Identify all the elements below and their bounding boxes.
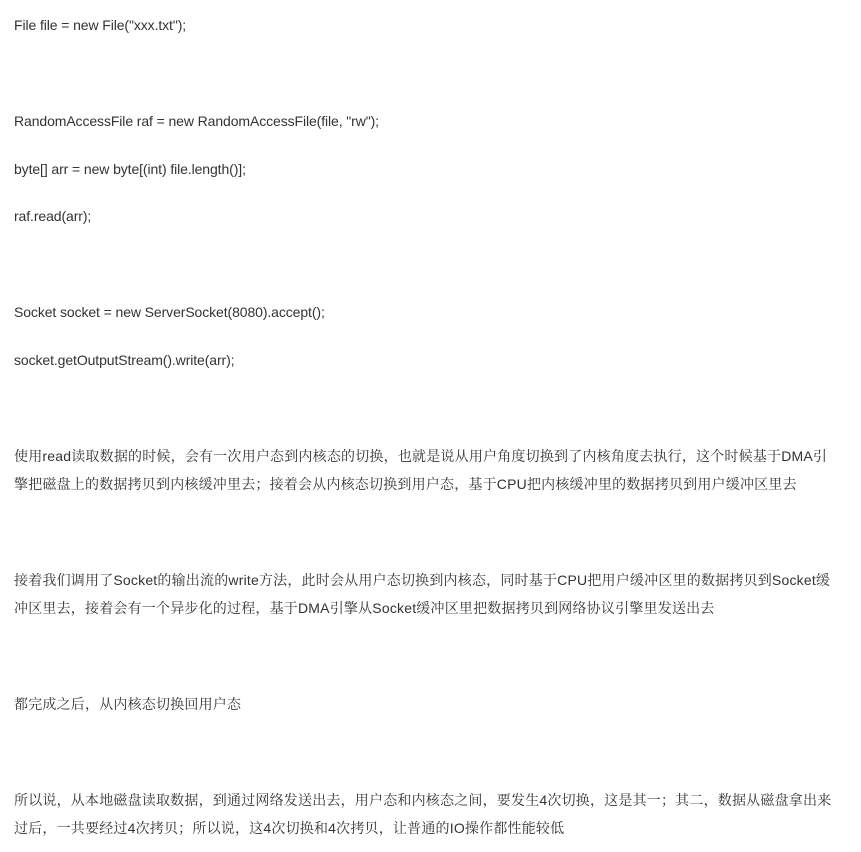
code-line-socket-accept: Socket socket = new ServerSocket(8080).accept(); <box>14 304 325 320</box>
paragraph-write-explanation: 接着我们调用了Socket的输出流的write方法，此时会从用户态切换到内核态，同时基于CPU把用户缓冲区里的数据拷贝到Socket缓冲区里去，接着会有一个异步化的过程，基于DMA引擎从Socket缓冲区里把数据拷贝到网络协议引擎里发送出去 <box>14 572 831 616</box>
code-line-raf-read: raf.read(arr); <box>14 208 92 224</box>
code-line-random-access-file: RandomAccessFile raf = new RandomAccessFile(file, "rw"); <box>14 113 379 129</box>
paragraph-summary: 所以说，从本地磁盘读取数据，到通过网络发送出去，用户态和内核态之间，要发生4次切换，这是其一；其二，数据从磁盘拿出来过后，一共要经过4次拷贝；所以说，这4次切换和4次拷贝，让普通的IO操作都性能较低 <box>14 792 832 836</box>
code-line-file: File file = new File("xxx.txt"); <box>14 17 187 33</box>
paragraph-completion: 都完成之后，从内核态切换回用户态 <box>14 696 242 712</box>
code-line-socket-write: socket.getOutputStream().write(arr); <box>14 352 235 368</box>
paragraph-read-explanation: 使用read读取数据的时候，会有一次用户态到内核态的切换，也就是说从用户角度切换到了内核角度去执行，这个时候基于DMA引擎把磁盘上的数据拷贝到内核缓冲里去；接着会从内核态切换到用户态，基于CPU把内核缓冲里的数据拷贝到用户缓冲区里去 <box>14 448 828 492</box>
code-line-byte-array: byte[] arr = new byte[(int) file.length()]; <box>14 161 246 177</box>
